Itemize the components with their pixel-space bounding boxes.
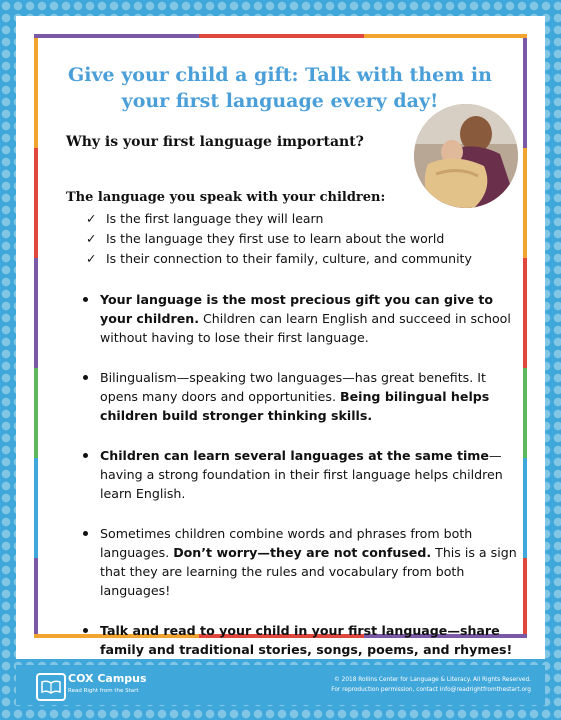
heading-language: The language you speak with your children: [66, 190, 386, 205]
heading-why: Why is your first language important? [66, 134, 364, 150]
list-item: ✓ Is the first language they will learn [86, 209, 472, 229]
list-item: ✓ Is their connection to their family, culture, and community [86, 249, 472, 269]
list-item: Your language is the most precious gift you can give to your children. Children can learn English and succeed in school without having to lose their first language. [78, 290, 518, 347]
book-icon [36, 673, 66, 701]
checkmark-icon: ✓ [86, 251, 97, 266]
list-item: ✓ Is the language they first use to learn about the world [86, 229, 472, 249]
list-item: Bilingualism—speaking two languages—has great benefits. It opens many doors and opportunities. Being bilingual helps children build stronger thinking skills. [78, 368, 518, 425]
benefits-list [78, 290, 518, 680]
page-title: Give your child a gift: Talk with them in your first language every day! [68, 64, 492, 112]
bullet-icon [83, 375, 88, 380]
brand-tagline: Read Right from the Start [68, 688, 139, 694]
list-item: Talk and read to your child in your first language—share family and traditional stories, songs, poems, and rhymes! [78, 621, 518, 659]
list-item: Children can learn several languages at the same time—having a strong foundation in their first language helps children learn English. [78, 446, 518, 503]
brand-logo-text: COX Campus [68, 672, 147, 685]
bullet-icon [83, 297, 88, 302]
list-item: Sometimes children combine words and phrases from both languages. Don’t worry—they are not confused. This is a sign that they are learning the rules and vocabulary from both languages! [78, 524, 518, 600]
bullet-icon [83, 531, 88, 536]
checkmark-icon: ✓ [86, 211, 97, 226]
bullet-icon [83, 453, 88, 458]
footer [16, 665, 545, 705]
bullet-icon [83, 628, 88, 633]
checkmark-icon: ✓ [86, 231, 97, 246]
copyright-notice: © 2018 Rollins Center for Language & Literacy. All Rights Reserved. For reproduction permission, contact info@readrightfromthestart.org [331, 677, 531, 693]
parent-child-photo [414, 104, 518, 208]
language-checklist [86, 209, 472, 269]
